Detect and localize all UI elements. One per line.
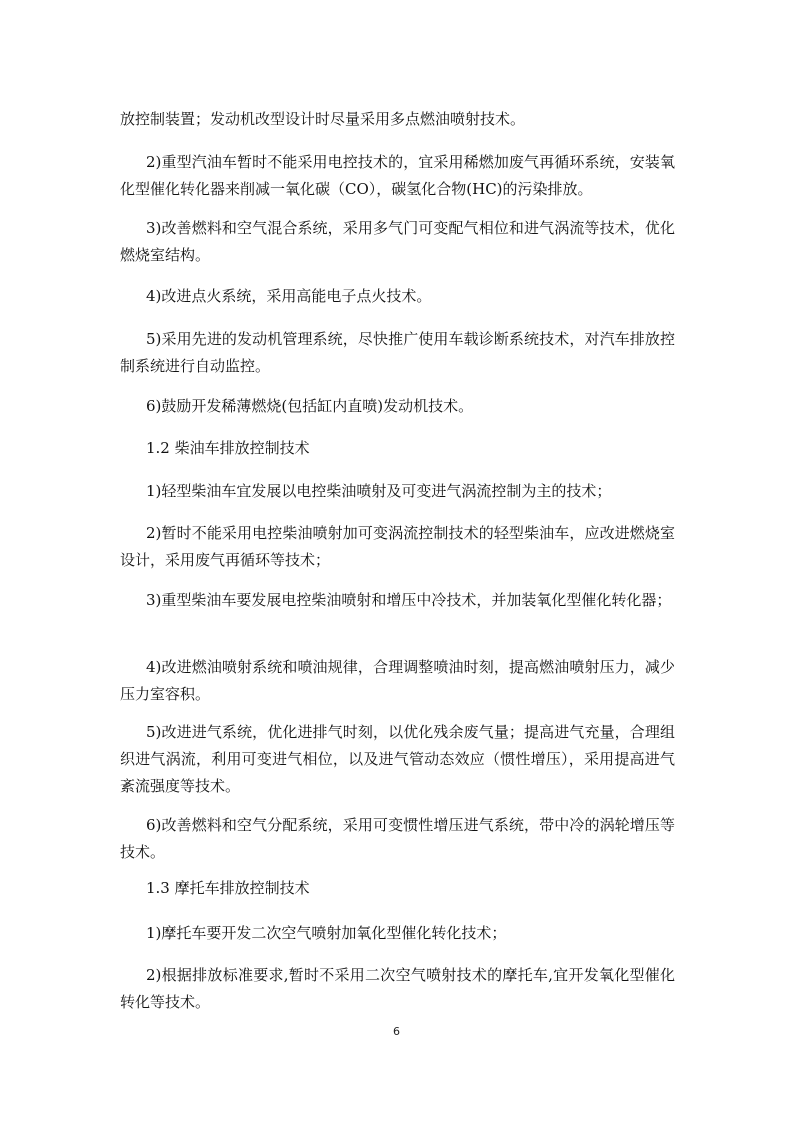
paragraph-gasoline-item-5: 5)采用先进的发动机管理系统，尽快推广使用车载诊断系统技术，对汽车排放控制系统进行自动监控。 xyxy=(120,330,675,375)
paragraph-gasoline-item-6: 6)鼓励开发稀薄燃烧(包括缸内直喷)发动机技术。 xyxy=(146,397,474,415)
paragraph-diesel-item-6: 6)改善燃料和空气分配系统，采用可变惯性增压进气系统，带中冷的涡轮增压等技术。 xyxy=(120,816,675,861)
paragraph-diesel-item-2: 2)暂时不能采用电控柴油喷射加可变涡流控制技术的轻型柴油车，应改进燃烧室设计，采用废气再循环等技术； xyxy=(120,524,675,569)
paragraph-motorcycle-item-2: 2)根据排放标准要求,暂时不采用二次空气喷射技术的摩托车,宜开发氧化型催化转化等技术。 xyxy=(120,966,675,1011)
paragraph-gasoline-item-4: 4)改进点火系统，采用高能电子点火技术。 xyxy=(146,287,432,305)
paragraph-gasoline-item-3: 3)改善燃料和空气混合系统，采用多气门可变配气相位和进气涡流等技术，优化燃烧室结构。 xyxy=(120,219,675,264)
paragraph-diesel-item-5: 5)改进进气系统，优化进排气时刻，以优化残余废气量；提高进气充量，合理组织进气涡流，利用可变进气相位，以及进气管动态效应（惯性增压），采用提高进气紊流强度等技术。 xyxy=(120,723,675,795)
paragraph-diesel-item-4: 4)改进燃油喷射系统和喷油规律，合理调整喷油时刻，提高燃油喷射压力，减少压力室容积。 xyxy=(120,658,675,703)
paragraph-motorcycle-item-1: 1)摩托车要开发二次空气喷射加氧化型催化转化技术； xyxy=(146,924,507,942)
section-heading-motorcycle: 1.3 摩托车排放控制技术 xyxy=(146,879,310,897)
paragraph-diesel-item-3: 3)重型柴油车要发展电控柴油喷射和增压中冷技术，并加装氧化型催化转化器； xyxy=(146,591,672,609)
page-number: 6 xyxy=(393,1025,400,1038)
paragraph-continuation: 放控制装置；发动机改型设计时尽量采用多点燃油喷射技术。 xyxy=(120,110,526,128)
paragraph-gasoline-item-2: 2)重型汽油车暂时不能采用电控技术的，宜采用稀燃加废气再循环系统，安装氧化型催化转化器来削减一氧化碳（CO），碳氢化合物(HC)的污染排放。 xyxy=(120,153,675,198)
section-heading-diesel: 1.2 柴油车排放控制技术 xyxy=(146,439,310,457)
paragraph-diesel-item-1: 1)轻型柴油车宜发展以电控柴油喷射及可变进气涡流控制为主的技术； xyxy=(146,482,612,500)
